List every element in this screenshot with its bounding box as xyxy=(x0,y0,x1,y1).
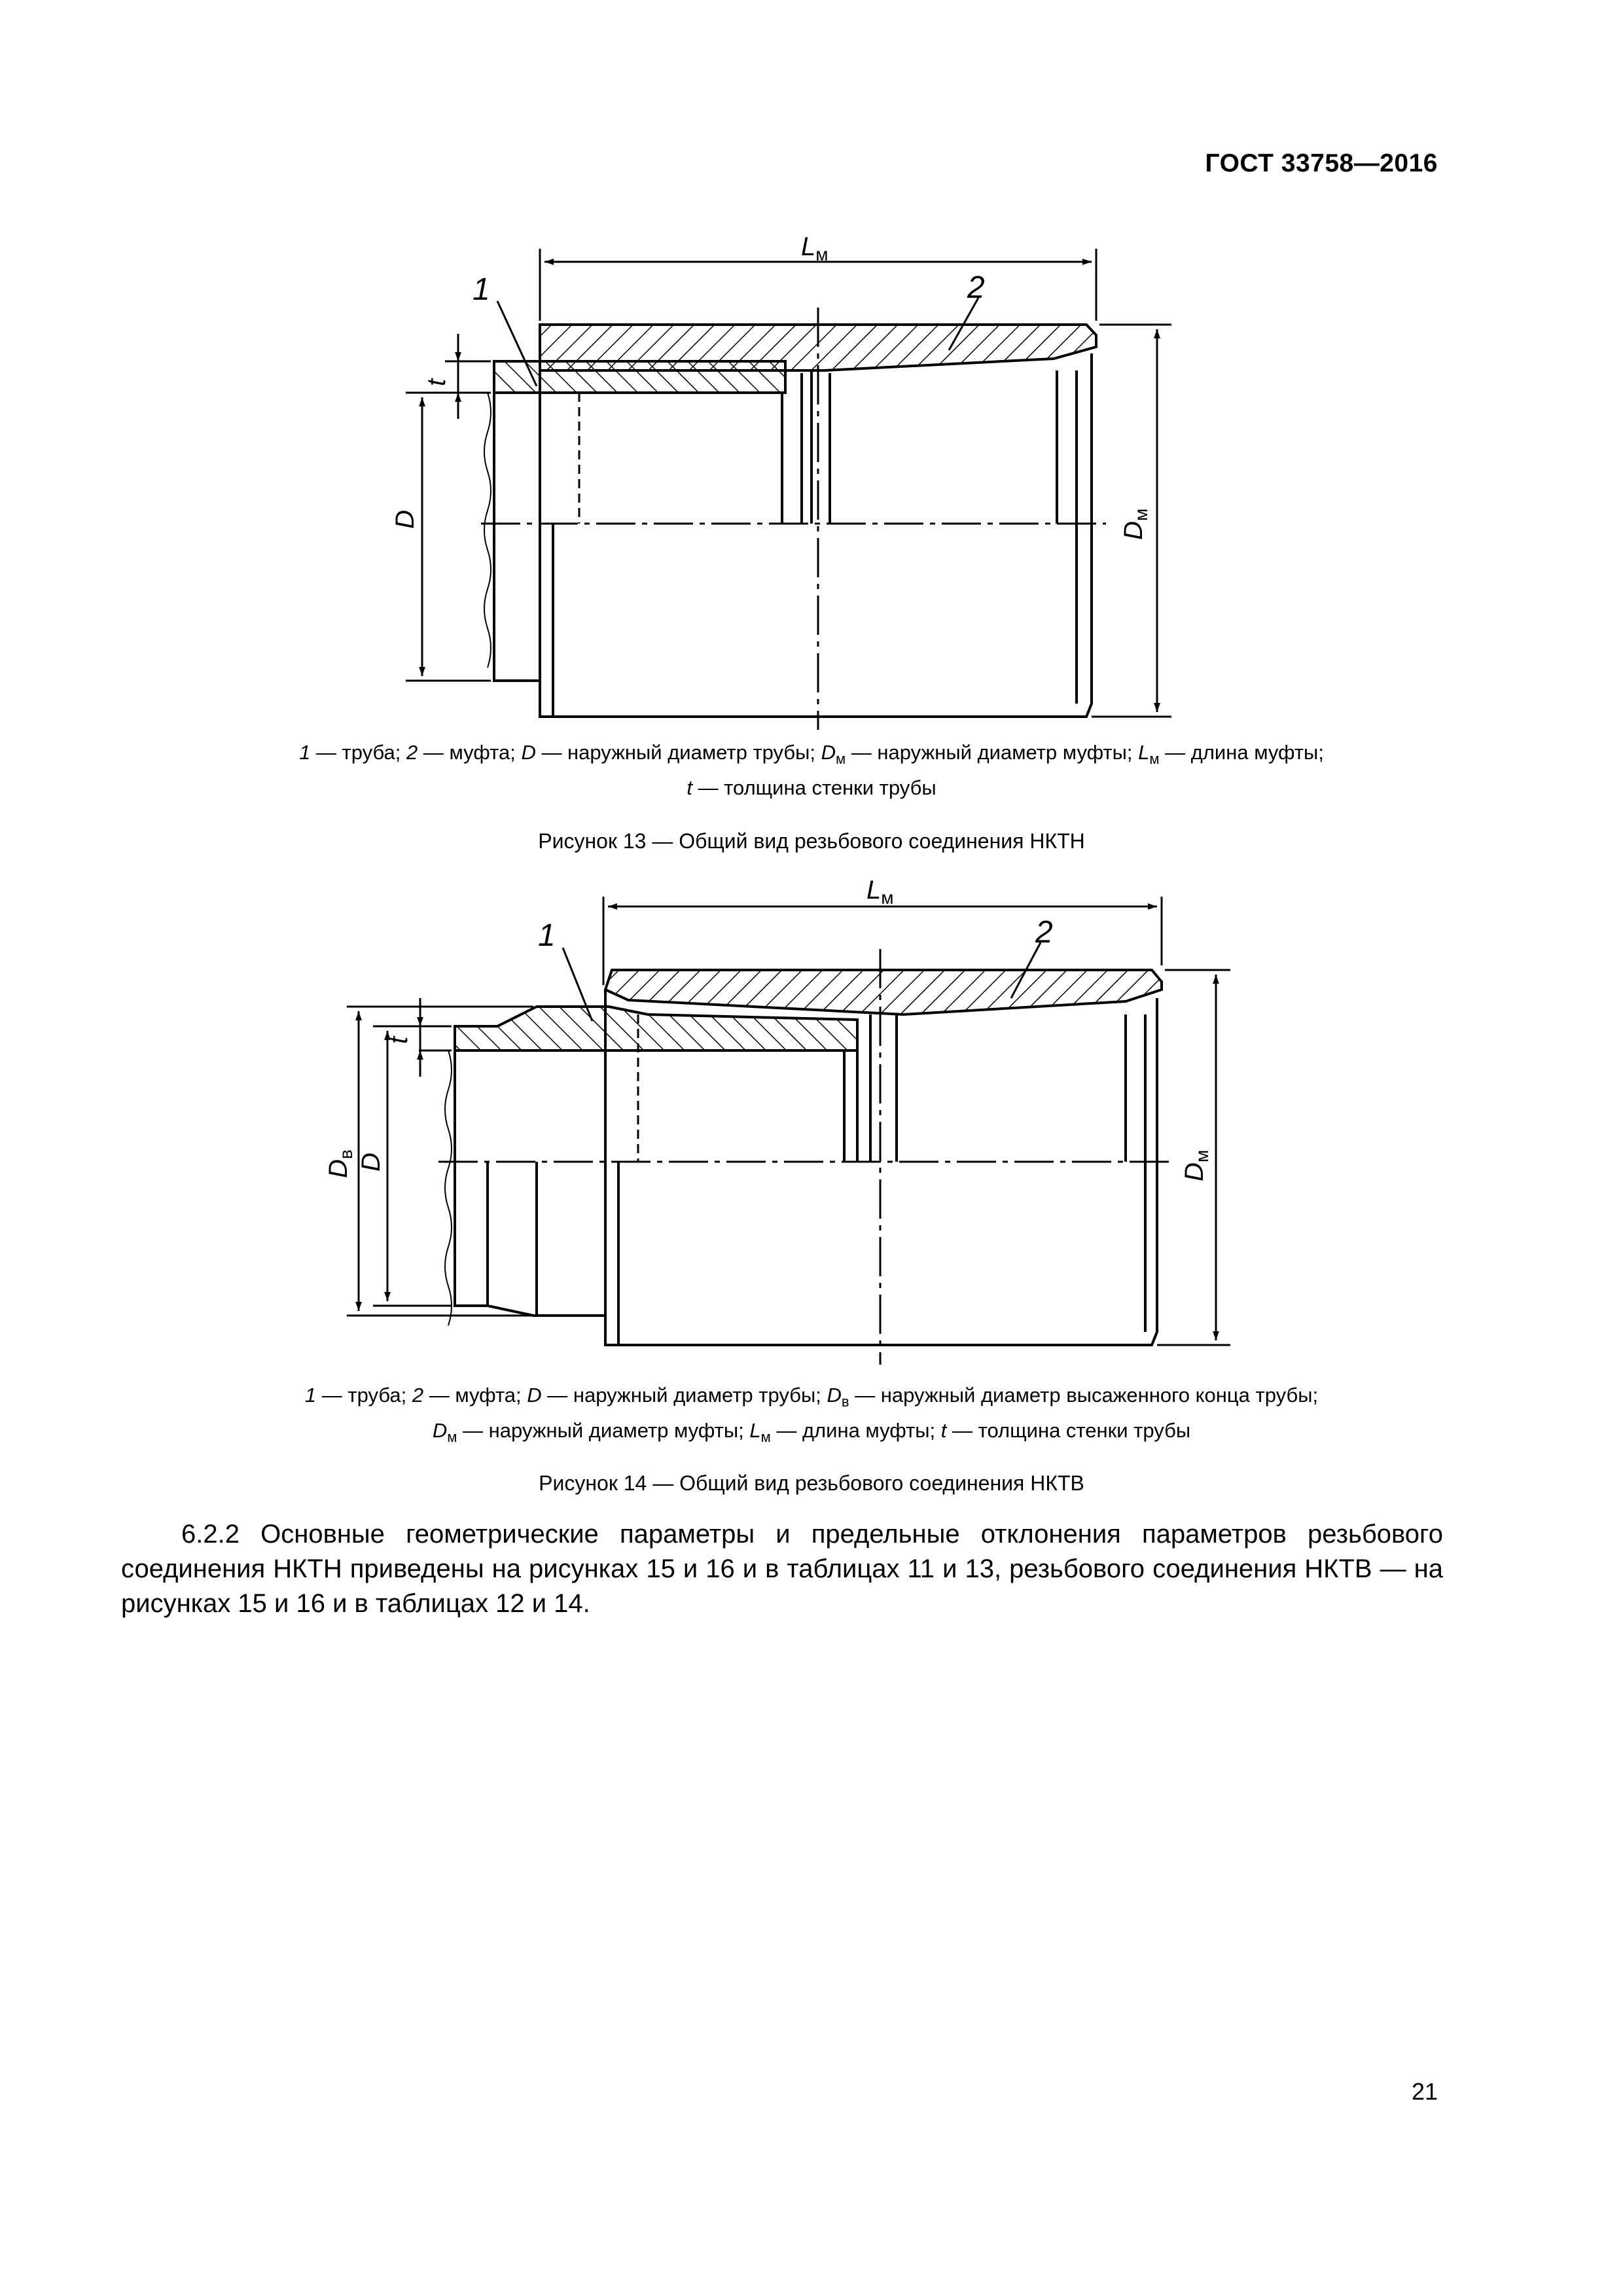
label-coupling: 2 xyxy=(1035,915,1053,950)
pipe-body xyxy=(494,393,540,681)
legend-run: — толщина стенки трубы xyxy=(692,776,936,800)
legend-run: в xyxy=(841,1393,849,1410)
legend-run: L xyxy=(1138,741,1150,764)
legend-run: — длина муфты; xyxy=(1159,741,1324,764)
dim-label-Lm: $L_м$ xyxy=(866,876,894,908)
figure-14-legend xyxy=(157,1381,1466,1452)
legend-run: — наружный диаметр высаженного конца трубы; xyxy=(849,1384,1319,1407)
page-number: 21 xyxy=(1411,2078,1438,2105)
legend-run: м xyxy=(447,1429,457,1446)
legend-run: — толщина стенки трубы xyxy=(946,1419,1191,1443)
legend-run: D xyxy=(527,1384,542,1407)
legend-run: D xyxy=(432,1419,448,1443)
legend-run: — наружный диаметр муфты; xyxy=(846,741,1139,764)
pipe-section xyxy=(494,361,785,393)
label-pipe: 1 xyxy=(538,918,556,953)
document-header: ГОСТ 33758—2016 xyxy=(1205,149,1438,177)
dim-label-Dm: $D_м$ xyxy=(1119,508,1151,540)
dim-label-Dv: $D_в$ xyxy=(324,1149,356,1178)
legend-run: — наружный диаметр трубы; xyxy=(535,741,821,764)
legend-run: м xyxy=(1149,751,1160,768)
legend-run: D xyxy=(827,1384,842,1407)
pipe-body xyxy=(455,1050,605,1316)
label-coupling: 2 xyxy=(967,270,985,305)
legend-run: м xyxy=(836,751,846,768)
legend-line-1 xyxy=(157,738,1466,774)
dim-label-t: t xyxy=(422,378,451,386)
coupling-body xyxy=(540,353,1092,717)
dim-label-Lm: $L_м$ xyxy=(801,232,829,264)
legend-run: 2 xyxy=(412,1384,424,1407)
paragraph-6-2-2: 6.2.2 Основные геометрические параметры и предельные отклонения параметров резьбового соединения НКТН приведены на рисунках 15 и 16 и в таблицах 11 и 13, резьбового соединения НКТВ — на рисунках 15 и 16 и в таблицах 12 и 14. xyxy=(121,1520,1443,1618)
figure-13-caption: Рисунок 13 — Общий вид резьбового соединения НКТН xyxy=(538,829,1085,853)
legend-run: t xyxy=(687,776,692,800)
legend-run: м xyxy=(760,1429,771,1446)
coupling-section xyxy=(605,970,1162,1014)
dim-label-D: D xyxy=(391,510,419,529)
figure-13-drawing xyxy=(0,216,1623,740)
section-paragraph xyxy=(121,1517,1443,1621)
legend-run: — длина муфты; xyxy=(770,1419,941,1443)
legend-run: 1 xyxy=(304,1384,317,1407)
legend-line-2 xyxy=(157,1416,1466,1452)
figure-14-caption: Рисунок 14 — Общий вид резьбового соединения НКТВ xyxy=(539,1471,1084,1495)
legend-run: D xyxy=(521,741,536,764)
legend-run: 2 xyxy=(406,741,418,764)
figure-14-drawing xyxy=(0,870,1623,1388)
legend-run: D xyxy=(821,741,836,764)
dim-label-Dm: $D_м$ xyxy=(1180,1149,1212,1181)
legend-run: L xyxy=(749,1419,761,1443)
legend-run: — муфта; xyxy=(423,1384,527,1407)
dim-label-t: t xyxy=(384,1036,413,1044)
legend-line-1 xyxy=(157,1381,1466,1416)
legend-run: — наружный диаметр муфты; xyxy=(457,1419,750,1443)
break-line xyxy=(484,393,491,668)
legend-run: t xyxy=(940,1419,947,1443)
dim-label-D: D xyxy=(357,1153,385,1172)
break-line xyxy=(445,1050,452,1325)
pipe-section xyxy=(455,1007,857,1050)
legend-run: 1 xyxy=(299,741,311,764)
legend-run: — наружный диаметр трубы; xyxy=(541,1384,827,1407)
legend-run: — труба; xyxy=(310,741,406,764)
figure-13-legend xyxy=(157,738,1466,802)
label-pipe: 1 xyxy=(473,272,490,307)
legend-run: — муфта; xyxy=(418,741,522,764)
legend-run: — труба; xyxy=(316,1384,412,1407)
legend-line-2 xyxy=(157,774,1466,802)
